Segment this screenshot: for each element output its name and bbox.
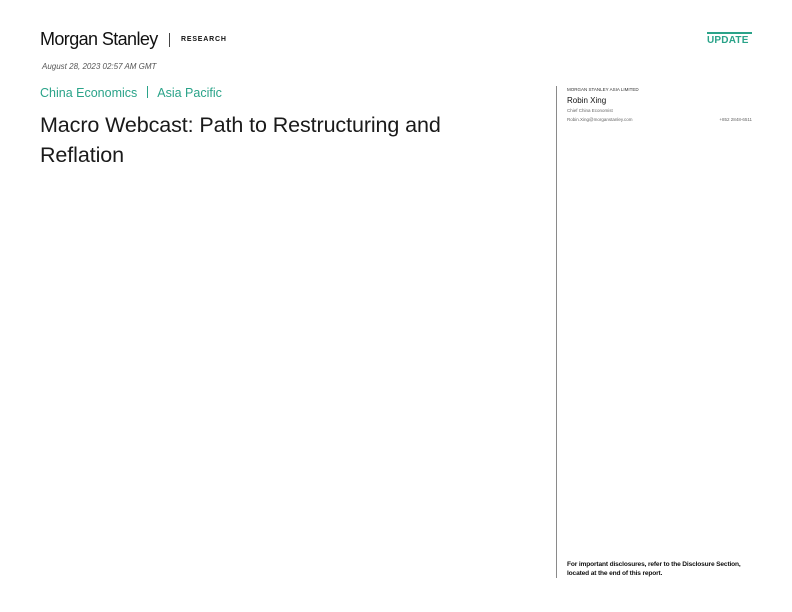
author-role: Chief China Economist xyxy=(567,108,613,113)
research-label: RESEARCH xyxy=(181,36,227,43)
author-phone: +852 2848-6511 xyxy=(719,117,752,122)
morgan-stanley-logo: Morgan Stanley xyxy=(40,29,158,49)
sidebar-divider xyxy=(556,86,557,578)
region-label: Asia Pacific xyxy=(157,86,222,100)
topic-line xyxy=(40,85,222,101)
disclosure-note: For important disclosures, refer to the Disclosure Section, located at the end of this report. xyxy=(567,561,741,577)
report-type-badge: UPDATE xyxy=(707,35,749,46)
update-accent-bar xyxy=(707,32,752,34)
logo-divider xyxy=(169,33,170,47)
author-name: Robin Xing xyxy=(567,96,607,105)
publication-date: August 28, 2023 02:57 AM GMT xyxy=(42,62,157,71)
report-title: Macro Webcast: Path to Restructuring and Reflation xyxy=(40,113,441,167)
author-email[interactable]: Robin.Xing@morganstanley.com xyxy=(567,117,633,122)
topic-separator xyxy=(147,86,148,98)
topic-label: China Economics xyxy=(40,86,138,100)
entity-name: MORGAN STANLEY ASIA LIMITED xyxy=(567,87,639,92)
